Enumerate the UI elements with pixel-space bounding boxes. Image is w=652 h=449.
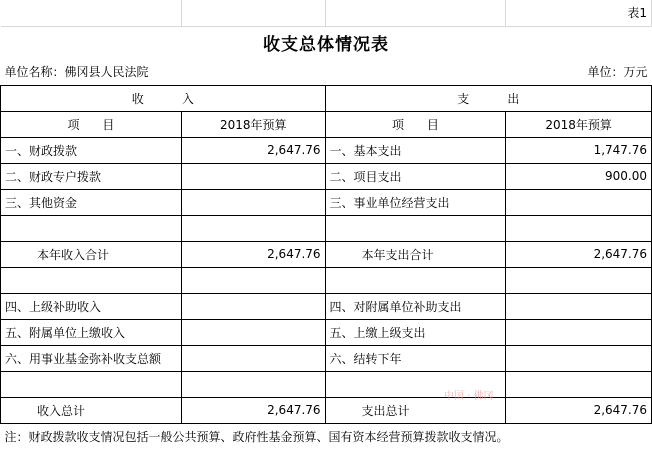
unit-row bbox=[1, 58, 652, 85]
section-header-row bbox=[1, 85, 652, 111]
table-row bbox=[1, 371, 652, 397]
unit-label: 单位：万元 bbox=[587, 64, 648, 79]
expense-value-cell[interactable]: 900.00 bbox=[506, 163, 652, 189]
table-row bbox=[1, 319, 652, 345]
expense-value-cell[interactable] bbox=[506, 215, 652, 241]
table-row bbox=[1, 267, 652, 293]
income-value-cell[interactable]: 2,647.76 bbox=[181, 241, 325, 267]
table-row bbox=[1, 215, 652, 241]
income-item-cell[interactable]: 收入总计 bbox=[1, 397, 182, 423]
income-value-cell[interactable] bbox=[181, 319, 325, 345]
expense-item-cell[interactable]: 五、上缴上级支出 bbox=[325, 319, 506, 345]
table-number: 表1 bbox=[506, 0, 652, 26]
income-budget-header: 2018年预算 bbox=[181, 111, 325, 137]
income-value-cell[interactable] bbox=[181, 267, 325, 293]
unit-name: 单位名称：佛冈县人民法院 bbox=[4, 64, 149, 79]
income-item-header: 项 目 bbox=[1, 111, 182, 137]
table-row bbox=[1, 241, 652, 267]
expense-value-cell[interactable] bbox=[506, 267, 652, 293]
income-item-cell[interactable]: 二、财政专户拨款 bbox=[1, 163, 182, 189]
income-value-cell[interactable] bbox=[181, 345, 325, 371]
income-value-cell[interactable]: 2,647.76 bbox=[181, 397, 325, 423]
expense-value-cell[interactable]: 1,747.76 bbox=[506, 137, 652, 163]
income-item-cell[interactable] bbox=[1, 215, 182, 241]
table-row bbox=[1, 397, 652, 423]
expense-value-cell[interactable] bbox=[506, 319, 652, 345]
note: 注：财政拨款收支情况包括一般公共预算、政府性基金预算、国有资本经营预算拨款收支情况。 bbox=[4, 429, 509, 444]
income-value-cell[interactable]: 2,647.76 bbox=[181, 137, 325, 163]
expense-item-cell[interactable] bbox=[325, 267, 506, 293]
page-title: 收支总体情况表 bbox=[263, 34, 389, 55]
income-item-cell[interactable]: 四、上级补助收入 bbox=[1, 293, 182, 319]
expense-item-cell[interactable]: 六、结转下年 bbox=[325, 345, 506, 371]
table-row bbox=[1, 293, 652, 319]
expense-value-cell[interactable] bbox=[506, 371, 652, 397]
expense-item-header: 项 目 bbox=[325, 111, 506, 137]
note-row bbox=[1, 423, 652, 449]
income-item-cell[interactable] bbox=[1, 371, 182, 397]
watermark: 中国 · 佛冈 bbox=[444, 391, 494, 402]
expense-value-cell[interactable] bbox=[506, 189, 652, 215]
income-value-cell[interactable] bbox=[181, 371, 325, 397]
expense-item-cell[interactable] bbox=[325, 215, 506, 241]
expense-item-cell[interactable]: 四、对附属单位补助支出 bbox=[325, 293, 506, 319]
expense-value-cell[interactable]: 2,647.76 bbox=[506, 397, 652, 423]
table-row bbox=[1, 189, 652, 215]
income-item-cell[interactable]: 一、财政拨款 bbox=[1, 137, 182, 163]
expense-item-cell[interactable]: 三、事业单位经营支出 bbox=[325, 189, 506, 215]
table-row bbox=[1, 345, 652, 371]
expense-item-cell[interactable]: 支出总计 bbox=[325, 397, 506, 423]
table-row bbox=[1, 163, 652, 189]
income-value-cell[interactable] bbox=[181, 215, 325, 241]
header-row bbox=[1, 0, 652, 26]
expense-item-cell[interactable]: 二、项目支出 bbox=[325, 163, 506, 189]
title-row bbox=[1, 26, 652, 58]
income-item-cell[interactable]: 五、附属单位上缴收入 bbox=[1, 319, 182, 345]
expense-item-cell[interactable]: 本年支出合计 bbox=[325, 241, 506, 267]
table-row bbox=[1, 137, 652, 163]
expense-item-cell[interactable]: 一、基本支出 bbox=[325, 137, 506, 163]
expense-header: 支 出 bbox=[325, 85, 651, 111]
income-value-cell[interactable] bbox=[181, 293, 325, 319]
expense-value-cell[interactable] bbox=[506, 293, 652, 319]
expense-value-cell[interactable]: 2,647.76 bbox=[506, 241, 652, 267]
income-item-cell[interactable]: 六、用事业基金弥补收支总额 bbox=[1, 345, 182, 371]
income-item-cell[interactable]: 三、其他资金 bbox=[1, 189, 182, 215]
income-value-cell[interactable] bbox=[181, 163, 325, 189]
income-item-cell[interactable]: 本年收入合计 bbox=[1, 241, 182, 267]
expense-budget-header: 2018年预算 bbox=[506, 111, 652, 137]
income-header: 收 入 bbox=[1, 85, 326, 111]
expense-value-cell[interactable] bbox=[506, 345, 652, 371]
column-header-row bbox=[1, 111, 652, 137]
income-item-cell[interactable] bbox=[1, 267, 182, 293]
income-value-cell[interactable] bbox=[181, 189, 325, 215]
